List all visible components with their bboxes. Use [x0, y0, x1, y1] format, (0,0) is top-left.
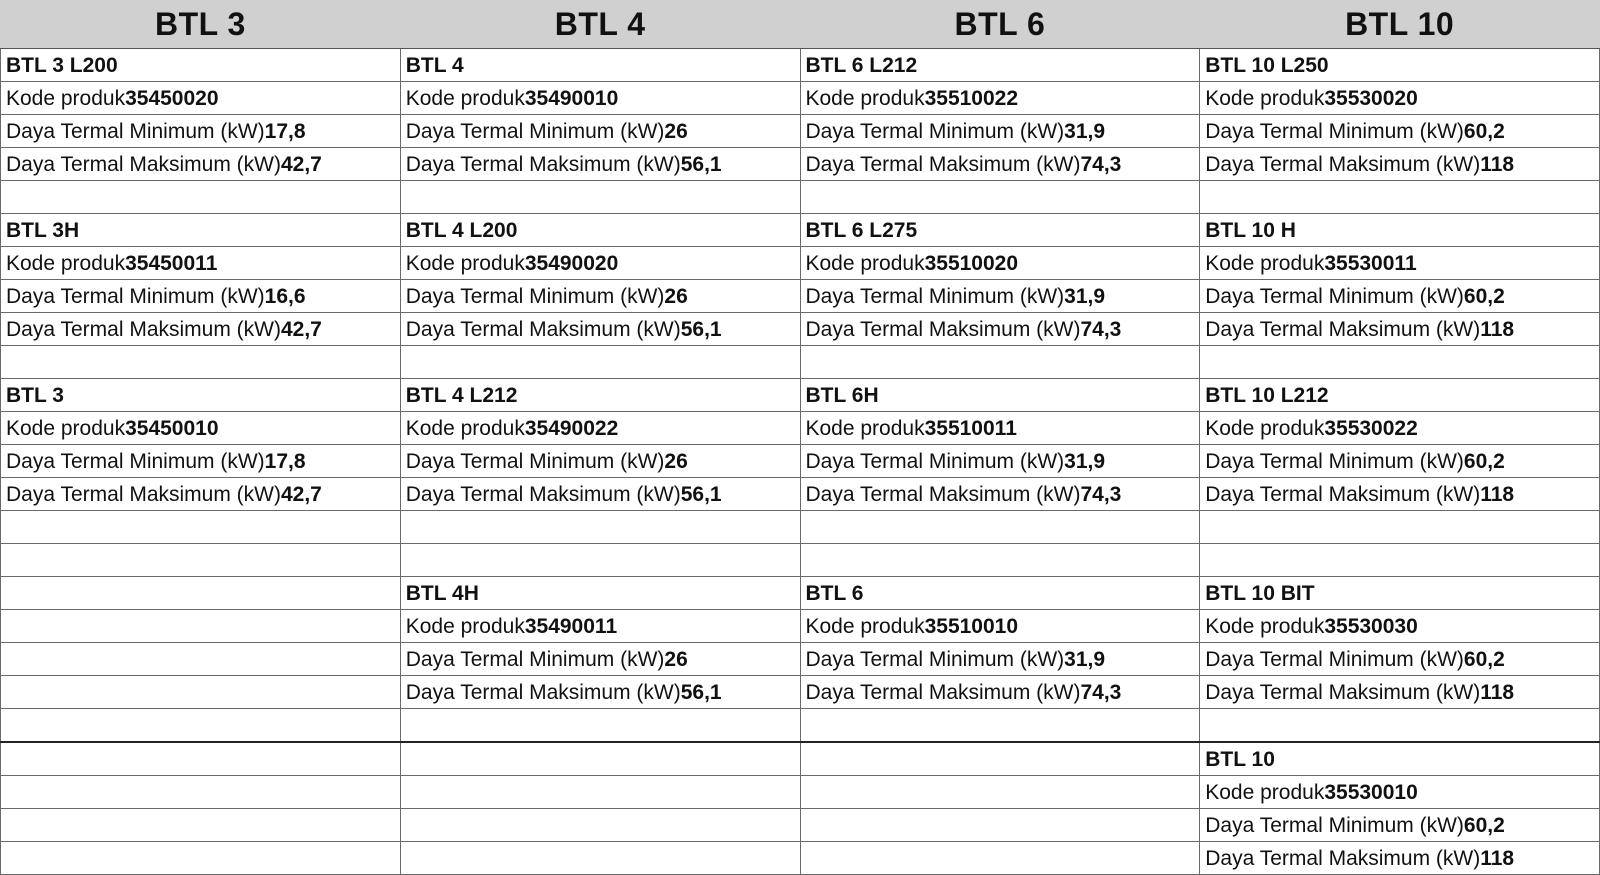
cell-code[interactable]: [800, 610, 1200, 643]
cell-title[interactable]: [1, 214, 401, 247]
cell-title[interactable]: [1200, 214, 1600, 247]
empty-cell[interactable]: [1, 709, 401, 743]
cell-title[interactable]: [400, 214, 800, 247]
spacer-row: [1, 346, 1600, 379]
table-row: [1, 776, 1600, 809]
cell-min[interactable]: [800, 643, 1200, 676]
table-row: [1, 842, 1600, 875]
product-title: BTL 10 L212: [1205, 383, 1329, 407]
cell-title[interactable]: [400, 577, 800, 610]
field-value: 31,9: [1064, 449, 1106, 473]
table-row: [1, 643, 1600, 676]
field-label: Daya Termal Maksimum (kW): [6, 152, 281, 176]
field-value: 26: [664, 647, 688, 671]
field-label: Daya Termal Minimum (kW): [405, 647, 665, 671]
field-label: Kode produk: [1205, 780, 1325, 804]
table-row: [1, 82, 1600, 115]
field-value: 35530022: [1324, 416, 1418, 440]
field-value: 26: [664, 119, 688, 143]
table-row: [1, 676, 1600, 709]
table-row: [1, 115, 1600, 148]
product-title: BTL 4 L212: [405, 383, 518, 407]
cell-title[interactable]: [400, 379, 800, 412]
field-value: 118: [1480, 846, 1515, 870]
field-value: 35510011: [924, 416, 1017, 440]
cell-max[interactable]: [400, 676, 800, 709]
empty-cell[interactable]: [400, 346, 800, 379]
cell-min[interactable]: [400, 643, 800, 676]
cell-title[interactable]: [1200, 742, 1600, 776]
field-value: 26: [664, 284, 688, 308]
field-label: Kode produk: [405, 416, 525, 440]
header-cell[interactable]: BTL 6: [800, 1, 1200, 49]
spacer-row: [1, 181, 1600, 214]
cell-min[interactable]: [800, 445, 1200, 478]
field-value: 60,2: [1463, 813, 1505, 837]
empty-cell[interactable]: [400, 842, 800, 875]
empty-cell[interactable]: [1, 809, 401, 842]
field-label: Daya Termal Minimum (kW): [805, 284, 1065, 308]
cell-max[interactable]: [400, 478, 800, 511]
table-row: [1, 577, 1600, 610]
table-row: [1, 379, 1600, 412]
field-label: Daya Termal Minimum (kW): [805, 647, 1065, 671]
field-value: 35490022: [524, 416, 619, 440]
cell-title[interactable]: [1, 379, 401, 412]
empty-cell[interactable]: [1200, 346, 1600, 379]
field-value: 35490020: [524, 251, 619, 275]
field-value: 56,1: [680, 482, 722, 506]
cell-min[interactable]: [1, 280, 401, 313]
empty-cell[interactable]: [800, 776, 1200, 809]
table-row: [1, 148, 1600, 181]
field-value: 35490011: [524, 614, 618, 638]
cell-code[interactable]: [1200, 247, 1600, 280]
field-value: 60,2: [1463, 284, 1505, 308]
cell-min[interactable]: [1, 445, 401, 478]
field-label: Daya Termal Minimum (kW): [1205, 647, 1464, 671]
field-label: Kode produk: [405, 614, 525, 638]
field-value: 35510022: [924, 86, 1019, 110]
table-row: [1, 412, 1600, 445]
cell-code[interactable]: [1200, 82, 1600, 115]
field-value: 60,2: [1463, 449, 1505, 473]
field-value: 118: [1480, 482, 1515, 506]
field-value: 31,9: [1064, 119, 1106, 143]
field-label: Daya Termal Maksimum (kW): [1205, 317, 1481, 341]
cell-code[interactable]: [400, 247, 800, 280]
field-label: Daya Termal Maksimum (kW): [1205, 482, 1481, 506]
field-value: 74,3: [1080, 680, 1122, 704]
table-row: [1, 478, 1600, 511]
spacer-row: [1, 709, 1600, 743]
empty-cell[interactable]: [800, 742, 1200, 776]
field-value: 42,7: [280, 482, 322, 506]
product-title: BTL 4 L200: [405, 218, 518, 242]
product-title: BTL 3: [6, 383, 64, 407]
header-cell[interactable]: BTL 4: [400, 1, 800, 49]
field-value: 35530030: [1324, 614, 1418, 638]
empty-cell[interactable]: [400, 809, 800, 842]
cell-code[interactable]: [400, 412, 800, 445]
product-title: BTL 3H: [6, 218, 80, 242]
cell-min[interactable]: [1, 115, 401, 148]
field-label: Daya Termal Maksimum (kW): [1205, 152, 1481, 176]
table-row: [1, 313, 1600, 346]
field-label: Daya Termal Maksimum (kW): [405, 680, 681, 704]
cell-max[interactable]: [1200, 313, 1600, 346]
cell-min[interactable]: [1200, 445, 1600, 478]
table-row: [1, 247, 1600, 280]
cell-title[interactable]: [800, 577, 1200, 610]
spacer-row: [1, 544, 1600, 577]
field-value: 17,8: [264, 119, 306, 143]
table-row: [1, 610, 1600, 643]
field-value: 35450010: [125, 416, 219, 440]
empty-cell[interactable]: [1200, 181, 1600, 214]
cell-max[interactable]: [1, 148, 401, 181]
cell-max[interactable]: [800, 478, 1200, 511]
field-label: Daya Termal Maksimum (kW): [805, 482, 1081, 506]
empty-cell[interactable]: [1, 577, 401, 610]
empty-cell[interactable]: [1, 643, 401, 676]
empty-cell[interactable]: [800, 709, 1200, 743]
empty-cell[interactable]: [400, 544, 800, 577]
field-value: 60,2: [1463, 119, 1505, 143]
empty-cell[interactable]: [800, 511, 1200, 544]
cell-title[interactable]: [1200, 577, 1600, 610]
field-value: 118: [1480, 152, 1515, 176]
empty-cell[interactable]: [800, 842, 1200, 875]
field-value: 35450020: [125, 86, 219, 110]
empty-cell[interactable]: [800, 544, 1200, 577]
table-row: [1, 280, 1600, 313]
empty-cell[interactable]: [400, 181, 800, 214]
cell-max[interactable]: [1200, 676, 1600, 709]
cell-code[interactable]: [800, 247, 1200, 280]
product-title: BTL 10: [1205, 747, 1275, 771]
field-label: Kode produk: [1205, 416, 1325, 440]
product-title: BTL 10 L250: [1205, 53, 1329, 77]
product-title: BTL 6 L275: [805, 218, 918, 242]
cell-code[interactable]: [1200, 776, 1600, 809]
field-value: 17,8: [264, 449, 306, 473]
field-value: 60,2: [1463, 647, 1505, 671]
field-label: Daya Termal Maksimum (kW): [405, 482, 681, 506]
empty-cell[interactable]: [1, 544, 401, 577]
field-label: Daya Termal Minimum (kW): [1205, 119, 1464, 143]
cell-code[interactable]: [800, 412, 1200, 445]
field-value: 56,1: [680, 152, 722, 176]
cell-max[interactable]: [1200, 478, 1600, 511]
cell-title[interactable]: [400, 49, 800, 82]
header-cell[interactable]: BTL 3: [1, 1, 401, 49]
cell-min[interactable]: [1200, 643, 1600, 676]
empty-cell[interactable]: [1, 181, 401, 214]
cell-title[interactable]: [1200, 49, 1600, 82]
cell-max[interactable]: [800, 148, 1200, 181]
cell-title[interactable]: [800, 214, 1200, 247]
empty-cell[interactable]: [1, 346, 401, 379]
field-label: Daya Termal Maksimum (kW): [805, 680, 1081, 704]
cell-code[interactable]: [400, 82, 800, 115]
table-row: [1, 445, 1600, 478]
cell-code[interactable]: [1, 247, 401, 280]
field-label: Daya Termal Maksimum (kW): [405, 152, 681, 176]
field-label: Daya Termal Minimum (kW): [805, 119, 1065, 143]
field-label: Kode produk: [405, 251, 525, 275]
header-row: [1, 1, 1600, 49]
field-value: 118: [1480, 680, 1515, 704]
field-label: Kode produk: [1205, 614, 1325, 638]
product-title: BTL 3 L200: [6, 53, 118, 77]
empty-cell[interactable]: [1, 511, 401, 544]
empty-cell[interactable]: [1, 610, 401, 643]
cell-min[interactable]: [800, 280, 1200, 313]
cell-max[interactable]: [400, 148, 800, 181]
field-label: Daya Termal Minimum (kW): [6, 284, 265, 308]
product-title: BTL 6 L212: [805, 53, 918, 77]
cell-min[interactable]: [1200, 809, 1600, 842]
cell-max[interactable]: [1200, 842, 1600, 875]
product-title: BTL 6: [805, 581, 864, 605]
cell-min[interactable]: [400, 445, 800, 478]
cell-title[interactable]: [1200, 379, 1600, 412]
table-row: [1, 742, 1600, 776]
cell-max[interactable]: [1, 313, 401, 346]
cell-code[interactable]: [1200, 610, 1600, 643]
field-value: 56,1: [680, 317, 722, 341]
cell-min[interactable]: [1200, 280, 1600, 313]
field-label: Daya Termal Minimum (kW): [1205, 813, 1464, 837]
field-label: Daya Termal Maksimum (kW): [405, 317, 681, 341]
field-label: Daya Termal Maksimum (kW): [6, 482, 281, 506]
field-value: 42,7: [280, 317, 322, 341]
field-value: 35510010: [924, 614, 1019, 638]
header-cell[interactable]: BTL 10: [1200, 1, 1600, 49]
cell-min[interactable]: [800, 115, 1200, 148]
empty-cell[interactable]: [1, 676, 401, 709]
field-value: 35490010: [524, 86, 619, 110]
empty-cell[interactable]: [1, 776, 401, 809]
field-label: Kode produk: [405, 86, 525, 110]
field-label: Kode produk: [805, 614, 925, 638]
empty-cell[interactable]: [400, 742, 800, 776]
field-label: Daya Termal Maksimum (kW): [1205, 680, 1481, 704]
spacer-row: [1, 511, 1600, 544]
field-label: Daya Termal Minimum (kW): [405, 284, 665, 308]
field-label: Daya Termal Minimum (kW): [6, 449, 265, 473]
empty-cell[interactable]: [400, 709, 800, 743]
field-label: Kode produk: [1205, 251, 1325, 275]
field-label: Kode produk: [805, 86, 925, 110]
field-value: 118: [1480, 317, 1515, 341]
empty-cell[interactable]: [1200, 544, 1600, 577]
field-value: 42,7: [280, 152, 322, 176]
product-title: BTL 10 BIT: [1205, 581, 1315, 605]
empty-cell[interactable]: [800, 181, 1200, 214]
field-label: Daya Termal Maksimum (kW): [805, 317, 1081, 341]
table-row: [1, 49, 1600, 82]
cell-min[interactable]: [400, 115, 800, 148]
cell-code[interactable]: [1, 82, 401, 115]
field-label: Daya Termal Minimum (kW): [805, 449, 1065, 473]
cell-code[interactable]: [1, 412, 401, 445]
cell-min[interactable]: [400, 280, 800, 313]
field-value: 35450011: [125, 251, 218, 275]
cell-code[interactable]: [400, 610, 800, 643]
field-label: Kode produk: [805, 416, 925, 440]
cell-title[interactable]: [1, 49, 401, 82]
empty-cell[interactable]: [400, 776, 800, 809]
field-label: Kode produk: [6, 416, 126, 440]
field-value: 26: [664, 449, 688, 473]
field-value: 16,6: [264, 284, 306, 308]
cell-max[interactable]: [1200, 148, 1600, 181]
field-label: Daya Termal Maksimum (kW): [805, 152, 1081, 176]
field-label: Daya Termal Minimum (kW): [6, 119, 265, 143]
cell-code[interactable]: [1200, 412, 1600, 445]
empty-cell[interactable]: [1, 842, 401, 875]
field-value: 35510020: [924, 251, 1019, 275]
field-value: 31,9: [1064, 647, 1106, 671]
field-label: Kode produk: [6, 251, 126, 275]
empty-cell[interactable]: [800, 809, 1200, 842]
field-value: 56,1: [680, 680, 722, 704]
empty-cell[interactable]: [1200, 709, 1600, 743]
field-value: 35530010: [1324, 780, 1418, 804]
cell-max[interactable]: [800, 676, 1200, 709]
cell-max[interactable]: [1, 478, 401, 511]
cell-max[interactable]: [800, 313, 1200, 346]
field-label: Daya Termal Minimum (kW): [405, 449, 665, 473]
field-label: Kode produk: [805, 251, 925, 275]
field-value: 35530020: [1324, 86, 1418, 110]
cell-code[interactable]: [800, 82, 1200, 115]
product-title: BTL 4H: [405, 581, 479, 605]
field-value: 31,9: [1064, 284, 1106, 308]
table-row: [1, 809, 1600, 842]
cell-min[interactable]: [1200, 115, 1600, 148]
empty-cell[interactable]: [800, 346, 1200, 379]
field-label: Daya Termal Minimum (kW): [1205, 449, 1464, 473]
cell-title[interactable]: [800, 49, 1200, 82]
product-title: BTL 6H: [805, 383, 879, 407]
field-value: 74,3: [1080, 482, 1122, 506]
empty-cell[interactable]: [400, 511, 800, 544]
field-label: Kode produk: [1205, 86, 1325, 110]
field-value: 35530011: [1324, 251, 1417, 275]
cell-max[interactable]: [400, 313, 800, 346]
field-label: Daya Termal Maksimum (kW): [6, 317, 281, 341]
field-label: Daya Termal Minimum (kW): [1205, 284, 1464, 308]
cell-title[interactable]: [800, 379, 1200, 412]
field-value: 74,3: [1080, 317, 1122, 341]
product-title: BTL 4: [405, 53, 464, 77]
field-label: Kode produk: [6, 86, 126, 110]
empty-cell[interactable]: [1200, 511, 1600, 544]
empty-cell[interactable]: [1, 742, 401, 776]
product-title: BTL 10 H: [1205, 218, 1296, 242]
table-row: [1, 214, 1600, 247]
grid-body: [1, 49, 1600, 875]
field-label: Daya Termal Maksimum (kW): [1205, 846, 1481, 870]
field-value: 74,3: [1080, 152, 1122, 176]
field-label: Daya Termal Minimum (kW): [405, 119, 665, 143]
